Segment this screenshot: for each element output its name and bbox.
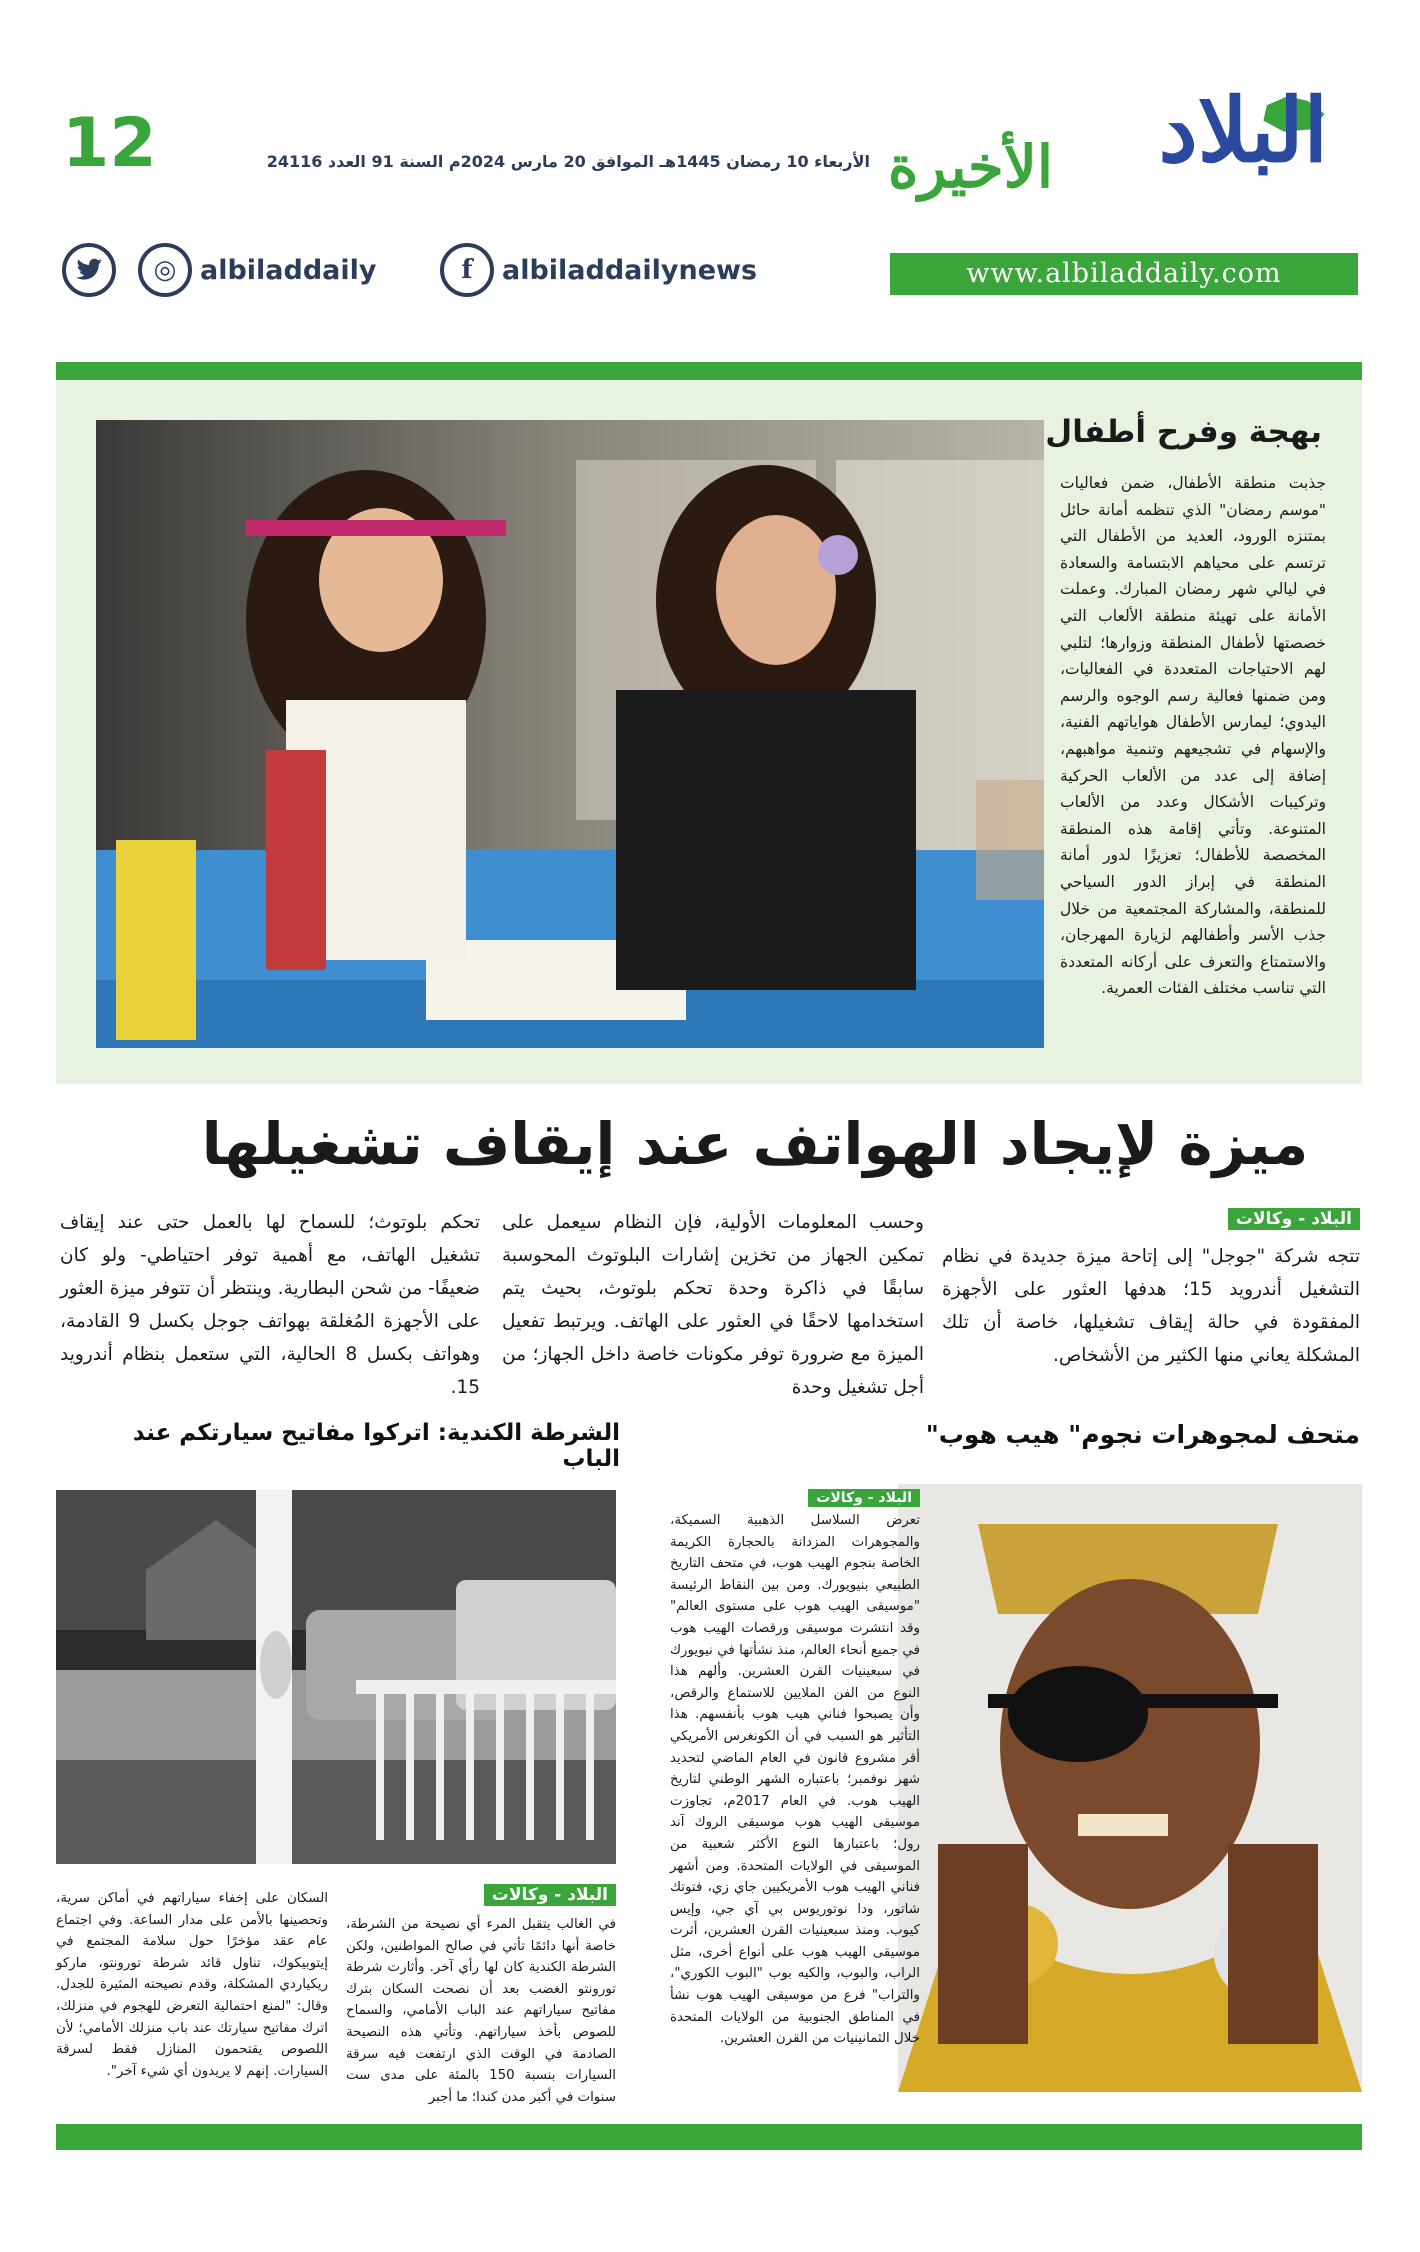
- hiphop-headline: متحف لمجوهرات نجوم" هيب هوب": [925, 1420, 1360, 1449]
- feature-body: جذبت منطقة الأطفال، ضمن فعاليات "موسم رمضان" الذي تنظمه أمانة حائل بمتنزه الورود، العديد من الأطفال التي ترتسم على محياهم الابتسامة والسعادة في ليالي شهر رمضان المبارك. وعملت الأمانة على تهيئة منطقة الألعاب التي خصصتها لأطفال المنطقة وزوارها؛ لتلبي لهم الاحتياجات المتعددة في الفعاليات، ومن ضمنها فعالية رسم الوجوه والرسم اليدوي؛ ليمارس الأطفال هواياتهم الفنية، والإسهام في تشجيعهم وتنمية مواهبهم، إضافة إلى عدد من الألعاب الحركية وتركيبات الأشكال وعدد من الألعاب المتنوعة. وتأتي إقامة هذه المنطقة المخصصة للأطفال؛ تعزيزًا لدور أمانة المنطقة في إبراز الدور السياحي للمنطقة، والمشاركة المجتمعية من خلال جذب الأسر وأطفالهم لزيارة المهرجان، والاستمتاع والتعرف على أركانه المتعددة التي تناسب مختلف الفئات العمرية.: [1060, 474, 1326, 998]
- hiphop-body: تعرض السلاسل الذهبية السميكة، والمجوهرات المزدانة بالحجارة الكريمة الخاصة بنجوم الهيب هوب، في متحف التاريخ الطبيعي بنيويورك. ومن بين النقاط الرئيسة "موسيقى الهيب هوب على مستوى العالم" وقد انتشرت موسيقى ورقصات الهيب هوب في جميع أنحاء العالم، منذ نشأتها في نيويورك في سبعينيات القرن العشرين. وألهم هذا النوع من الفن الملايين للاستماع والرقص، وأن يصبحوا فناني هيب هوب بأنفسهم. هذا التأثير هو السبب في أن الكونغرس الأمريكي أقر مشروع قانون في العام الماضي لتحديد شهر نوفمبر؛ باعتباره الشهر الوطني لتاريخ الهيب هوب. في العام 2017م، تجاوزت موسيقى الهيب هوب موسيقى الروك آند رول؛ باعتبارها النوع الأكثر شعبية من الموسيقى في الولايات المتحدة. ومن أشهر فناني الهيب هوب الأمريكيين جاي زي، فتوتك شاتور، ودا نوتوريوس بي آي جي، وإيس كيوب. ومنذ سبعينيات القرن العشرين، أثرت موسيقى الهيب هوب على أنواع أخرى، مثل الراب، والبوب، والكيه بوب "البوب الكوري"، والتراب" فرع من موسيقى الهيب هوب نشأ في المناطق الجنوبية من الولايات المتحدة خلال الثمانينيات من القرن العشرين.: [670, 1513, 920, 2047]
- twitter-link[interactable]: [62, 240, 116, 300]
- bottom-green-rule: [56, 2124, 1362, 2150]
- website-bar[interactable]: www.albiladdaily.com: [890, 253, 1358, 295]
- instagram-link[interactable]: [138, 240, 377, 300]
- feature-top-rule: [56, 362, 1362, 380]
- main-story-col3: تحكم بلوتوث؛ للسماح لها بالعمل حتى عند إيقاف تشغيل الهاتف، مع أهمية توفر احتياطي- ولو كان ضعيفًا- من شحن البطارية. وينتظر أن تتوفر ميزة العثور على الأجهزة المُغلقة بهواتف جوجل بكسل 9 القادمة، وهواتف بكسل 8 الحالية، التي ستعمل بنظام أندرويد 15.: [60, 1212, 480, 1398]
- police-col-right: في الغالب يتقبل المرء أي نصيحة من الشرطة، خاصة أنها دائمًا تأتي في صالح المواطنين، ولكن الشرطة الكندية كان لها رأي آخر. وأثارت شرطة تورونتو الغضب بعد أن نصحت السكان بترك مفاتيح سياراتهم عند الباب الأمامي، والسماح للصوص بأخذ سياراتهم. وتأتي هذه النصيحة الصادمة في الوقت الذي ارتفعت فيه سرقة السيارات بنسبة 150 بالمئة على مدى ست سنوات في أكبر مدن كندا؛ ما أجبر: [346, 1917, 617, 2105]
- feature-title: بهجة وفرح أطفال: [1045, 414, 1322, 450]
- main-story-tag: البلاد - وكالات: [1228, 1208, 1360, 1230]
- instagram-handle: albiladdaily: [200, 254, 377, 286]
- page-number: 12: [62, 104, 157, 183]
- main-story-col2: وحسب المعلومات الأولية، فإن النظام سيعمل على تمكين الجهاز من تخزين إشارات البلوتوث المحوسبة سابقًا في ذاكرة وحدة تحكم بلوتوث، بحيث يتم استخدامها لاحقًا في العثور على الهاتف. ويرتبط تفعيل الميزة مع ضرورة توفر مكونات خاصة داخل الجهاز؛ من أجل تشغيل وحدة: [502, 1212, 924, 1398]
- newspaper-logo[interactable]: [888, 78, 1328, 201]
- rapper-photo: [898, 1484, 1362, 2092]
- twitter-icon: [62, 243, 116, 297]
- doorbell-camera-photo: [56, 1490, 616, 1864]
- main-story-col1: تتجه شركة "جوجل" إلى إتاحة ميزة جديدة في نظام التشغيل أندرويد 15؛ هدفها العثور على الأجهزة المفقودة في حالة إيقاف تشغيلها، خاصة أن تلك المشكلة يعاني منها الكثير من الأشخاص.: [942, 1246, 1360, 1366]
- main-headline: ميزة لإيجاد الهواتف عند إيقاف تشغيلها: [201, 1110, 1309, 1178]
- facebook-link[interactable]: [440, 240, 757, 300]
- facebook-handle: albiladdailynews: [502, 254, 758, 286]
- police-col-left: السكان على إخفاء سياراتهم في أماكن سرية، وتحصينها بالأمن على مدار الساعة. وفي اجتماع عام عقد مؤخرًا حول سلامة المجتمع في إيتوبيكوك، تناول قائد شرطة تورونتو، ماركو ريكياردي المشكلة، وقدم نصيحته المثيرة للجدل. وقال: "لمنع احتمالية التعرض للهجوم في منزلك، اترك مفاتيح سيارتك عند باب منزلك الأمامي؛ لأن اللصوص يقتحمون المنازل فقط لسرقة السيارات. إنهم لا يريدون أي شيء آخر".: [56, 1891, 328, 2079]
- logo-sub-text: الأخيرة: [888, 133, 1053, 201]
- date-line: الأربعاء 10 رمضان 1445هـ الموافق 20 مارس 2024م السنة 91 العدد 24116: [266, 152, 870, 171]
- hiphop-tag: البلاد - وكالات: [808, 1489, 920, 1507]
- facebook-icon: f: [440, 243, 494, 297]
- logo-main-text: البلاد: [1158, 78, 1328, 182]
- instagram-icon: ◎: [138, 243, 192, 297]
- police-headline: الشرطة الكندية: اتركوا مفاتيح سيارتكم عند الباب: [132, 1420, 620, 1472]
- police-tag: البلاد - وكالات: [484, 1884, 616, 1906]
- children-drawing-photo: [96, 420, 1044, 1048]
